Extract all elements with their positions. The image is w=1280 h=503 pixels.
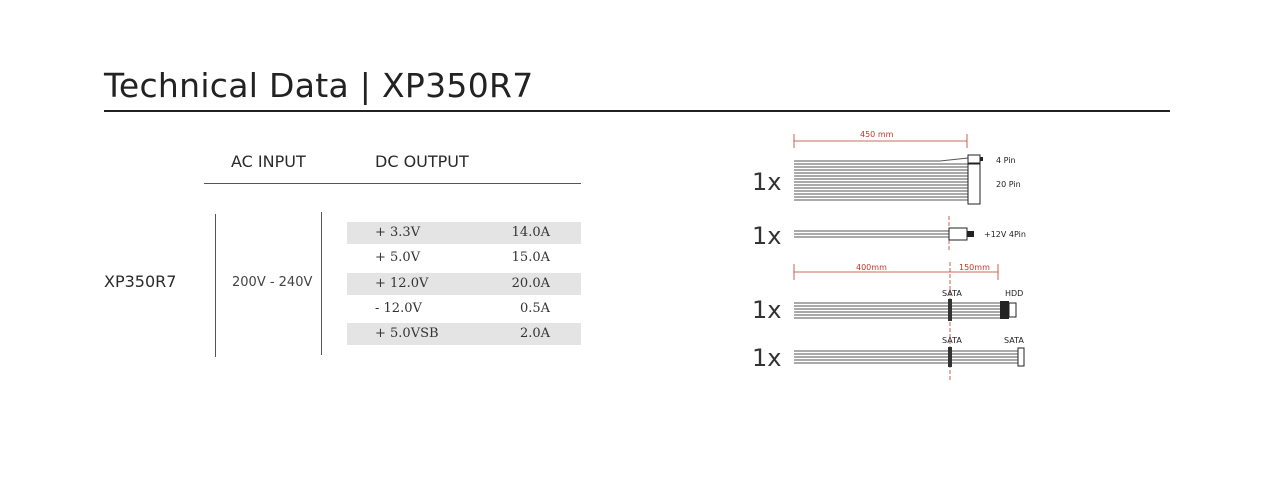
dc-voltage: + 12.0V <box>375 275 429 291</box>
model-name: XP350R7 <box>104 272 177 291</box>
title-divider <box>104 110 1170 112</box>
p4-cable <box>752 216 1026 250</box>
length-label: 400mm <box>856 263 887 272</box>
length-label: 450 mm <box>860 130 894 139</box>
dc-current: 2.0A <box>519 326 550 342</box>
ac-input-value: 200V - 240V <box>232 275 313 290</box>
page-title: Technical Data | XP350R7 <box>104 66 534 105</box>
dc-current: 15.0A <box>511 250 550 266</box>
dc-current: 0.5A <box>519 300 550 316</box>
sata-sata-cable <box>752 336 1024 372</box>
dc-voltage: - 12.0V <box>375 300 422 316</box>
dc-voltage: + 5.0VSB <box>375 326 439 342</box>
cable-quantity: 1x <box>752 168 782 196</box>
connector-label: SATA <box>942 289 962 298</box>
cable-quantity: 1x <box>752 296 782 324</box>
dc-row <box>347 273 581 295</box>
dc-output-header: DC OUTPUT <box>375 152 469 171</box>
header-divider <box>204 183 581 184</box>
dc-voltage: + 3.3V <box>375 225 421 240</box>
dc-output-table <box>347 222 581 348</box>
connector-label: SATA <box>942 336 962 345</box>
connector-label: SATA <box>1004 336 1024 345</box>
column-divider-right <box>321 212 322 355</box>
ac-input-header: AC INPUT <box>231 152 306 171</box>
cable-quantity: 1x <box>752 222 782 250</box>
dc-current: 14.0A <box>511 225 550 240</box>
dc-row <box>347 298 581 320</box>
dc-row <box>347 222 581 244</box>
connector-label: +12V 4Pin <box>984 230 1026 239</box>
connector-label: 20 Pin <box>996 180 1021 189</box>
column-divider-left <box>215 214 216 357</box>
dc-voltage: + 5.0V <box>375 250 421 266</box>
atx-cable <box>752 130 1021 204</box>
dc-current: 20.0A <box>511 275 550 291</box>
dc-row <box>347 247 581 269</box>
sata-hdd-cable <box>752 262 1023 380</box>
connector-label: HDD <box>1005 289 1024 298</box>
length-label: 150mm <box>959 263 990 272</box>
cable-diagram <box>740 120 1040 380</box>
cable-quantity: 1x <box>752 344 782 372</box>
connector-label: 4 Pin <box>996 156 1016 165</box>
dc-row <box>347 323 581 345</box>
